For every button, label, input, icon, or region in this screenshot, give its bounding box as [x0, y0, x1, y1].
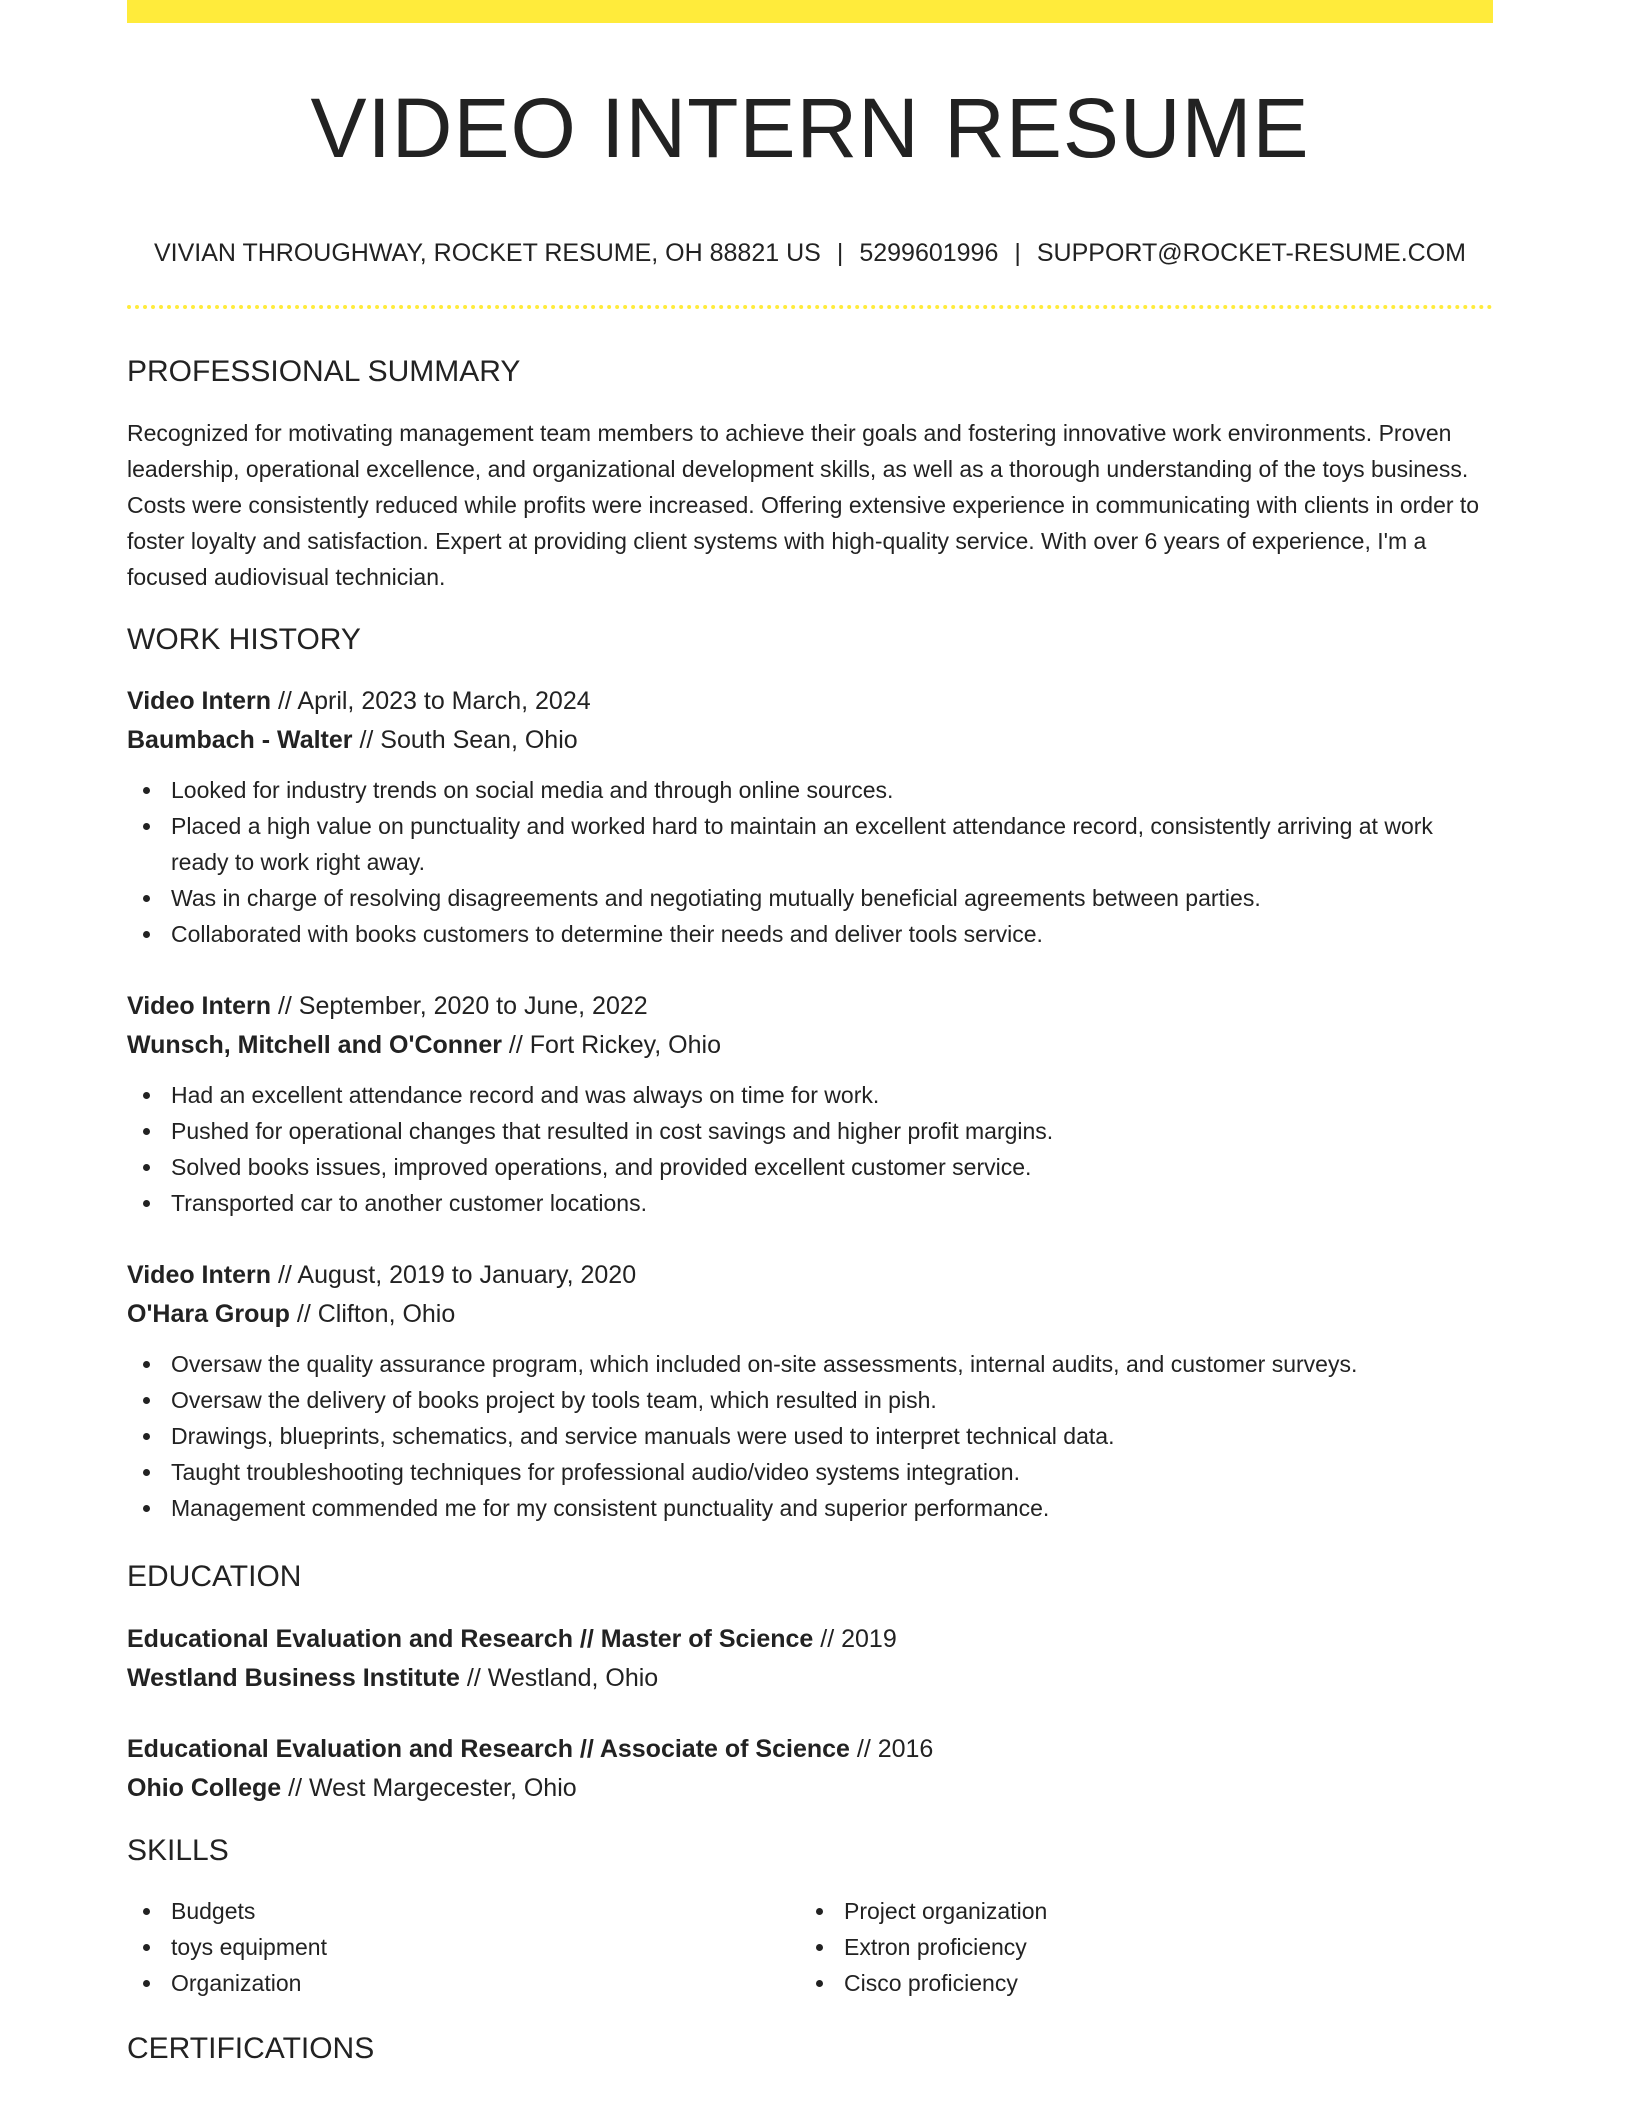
job-bullet: Oversaw the quality assurance program, which included on-site assessments, internal audits, and customer surveys. [127, 1346, 1493, 1382]
job-title: Video Intern [127, 1261, 272, 1289]
skills-list-right [800, 1893, 1047, 2001]
education-degree: Educational Evaluation and Research // Master of Science [127, 1625, 814, 1653]
job-entry [127, 987, 1493, 1221]
job-company-line [127, 1026, 1493, 1065]
education-year: // 2019 [813, 1625, 897, 1653]
section-heading-work-history: WORK HISTORY [127, 623, 361, 656]
education-degree-line [127, 1730, 1493, 1769]
job-bullet: Collaborated with books customers to determine their needs and deliver tools service. [127, 916, 1493, 952]
job-entry [127, 1256, 1493, 1526]
education-school-line [127, 1659, 1493, 1698]
skills-list-left [127, 1893, 327, 2001]
contact-line [127, 236, 1493, 270]
job-company-line [127, 721, 1493, 760]
job-company: Baumbach - Walter [127, 726, 353, 754]
job-bullet: Taught troubleshooting techniques for professional audio/video systems integration. [127, 1454, 1493, 1490]
contact-email: SUPPORT@ROCKET-RESUME.COM [1036, 239, 1467, 267]
job-company-line [127, 1295, 1493, 1334]
job-title-line [127, 987, 1493, 1026]
contact-separator: | [1014, 239, 1021, 267]
accent-top-bar [127, 0, 1493, 23]
education-entry [127, 1620, 1493, 1698]
job-bullet: Solved books issues, improved operations, and provided excellent customer service. [127, 1149, 1493, 1185]
job-location: // Fort Rickey, Ohio [501, 1031, 721, 1059]
job-title: Video Intern [127, 687, 272, 715]
job-bullet: Looked for industry trends on social media and through online sources. [127, 772, 1493, 808]
contact-phone: 5299601996 [859, 239, 999, 267]
skill-item: Cisco proficiency [800, 1965, 1047, 2001]
skill-item: Project organization [800, 1893, 1047, 1929]
job-bullet: Management commended me for my consistent punctuality and superior performance. [127, 1490, 1493, 1526]
job-bullet: Drawings, blueprints, schematics, and service manuals were used to interpret technical data. [127, 1418, 1493, 1454]
contact-address: VIVIAN THROUGHWAY, ROCKET RESUME, OH 88821 US [153, 239, 821, 267]
dotted-divider [127, 305, 1493, 309]
job-bullets [127, 1077, 1493, 1221]
job-company: O'Hara Group [127, 1300, 290, 1328]
job-bullets [127, 772, 1493, 952]
job-dates: // August, 2019 to January, 2020 [271, 1261, 637, 1289]
job-company: Wunsch, Mitchell and O'Conner [127, 1031, 502, 1059]
job-dates: // September, 2020 to June, 2022 [271, 992, 648, 1020]
section-heading-education: EDUCATION [127, 1560, 302, 1593]
skill-item: Budgets [127, 1893, 327, 1929]
job-title-line [127, 682, 1493, 721]
section-heading-skills: SKILLS [127, 1834, 229, 1867]
section-heading-summary: PROFESSIONAL SUMMARY [127, 355, 521, 388]
job-dates: // April, 2023 to March, 2024 [271, 687, 591, 715]
education-entry [127, 1730, 1493, 1808]
job-location: // Clifton, Ohio [289, 1300, 456, 1328]
job-bullet: Transported car to another customer locations. [127, 1185, 1493, 1221]
section-heading-certifications: CERTIFICATIONS [127, 2032, 375, 2065]
contact-separator: | [836, 239, 844, 267]
skill-item: toys equipment [127, 1929, 327, 1965]
education-school: Westland Business Institute [127, 1664, 460, 1692]
resume-title: VIDEO INTERN RESUME [310, 81, 1310, 175]
summary-text: Recognized for motivating management team members to achieve their goals and fostering innovative work environments. Proven leadership, operational excellence, and organizational development skills, as well as a thorough understanding of the toys business. Costs were consistently reduced while profits were increased. Offering extensive experience in communicating with clients in order to foster loyalty and satisfaction. Expert at providing client systems with high-quality service. With over 6 years of experience, I'm a focused audiovisual technician. [127, 420, 1480, 590]
education-school: Ohio College [127, 1774, 282, 1802]
skill-item: Extron proficiency [800, 1929, 1047, 1965]
job-bullets [127, 1346, 1493, 1526]
job-bullet: Was in charge of resolving disagreements and negotiating mutually beneficial agreements between parties. [127, 880, 1493, 916]
job-title: Video Intern [127, 992, 272, 1020]
job-title-line [127, 1256, 1493, 1295]
job-bullet: Placed a high value on punctuality and worked hard to maintain an excellent attendance record, consistently arriving at work ready to work right away. [127, 808, 1493, 880]
education-degree: Educational Evaluation and Research // Associate of Science [127, 1735, 850, 1763]
job-bullet: Had an excellent attendance record and was always on time for work. [127, 1077, 1493, 1113]
education-year: // 2016 [849, 1735, 934, 1763]
education-location: // West Margecester, Ohio [281, 1774, 577, 1802]
job-location: // South Sean, Ohio [352, 726, 578, 754]
skill-item: Organization [127, 1965, 327, 2001]
job-entry [127, 682, 1493, 952]
job-bullet: Oversaw the delivery of books project by tools team, which resulted in pish. [127, 1382, 1493, 1418]
job-bullet: Pushed for operational changes that resulted in cost savings and higher profit margins. [127, 1113, 1493, 1149]
education-school-line [127, 1769, 1493, 1808]
education-location: // Westland, Ohio [459, 1664, 659, 1692]
education-degree-line [127, 1620, 1493, 1659]
